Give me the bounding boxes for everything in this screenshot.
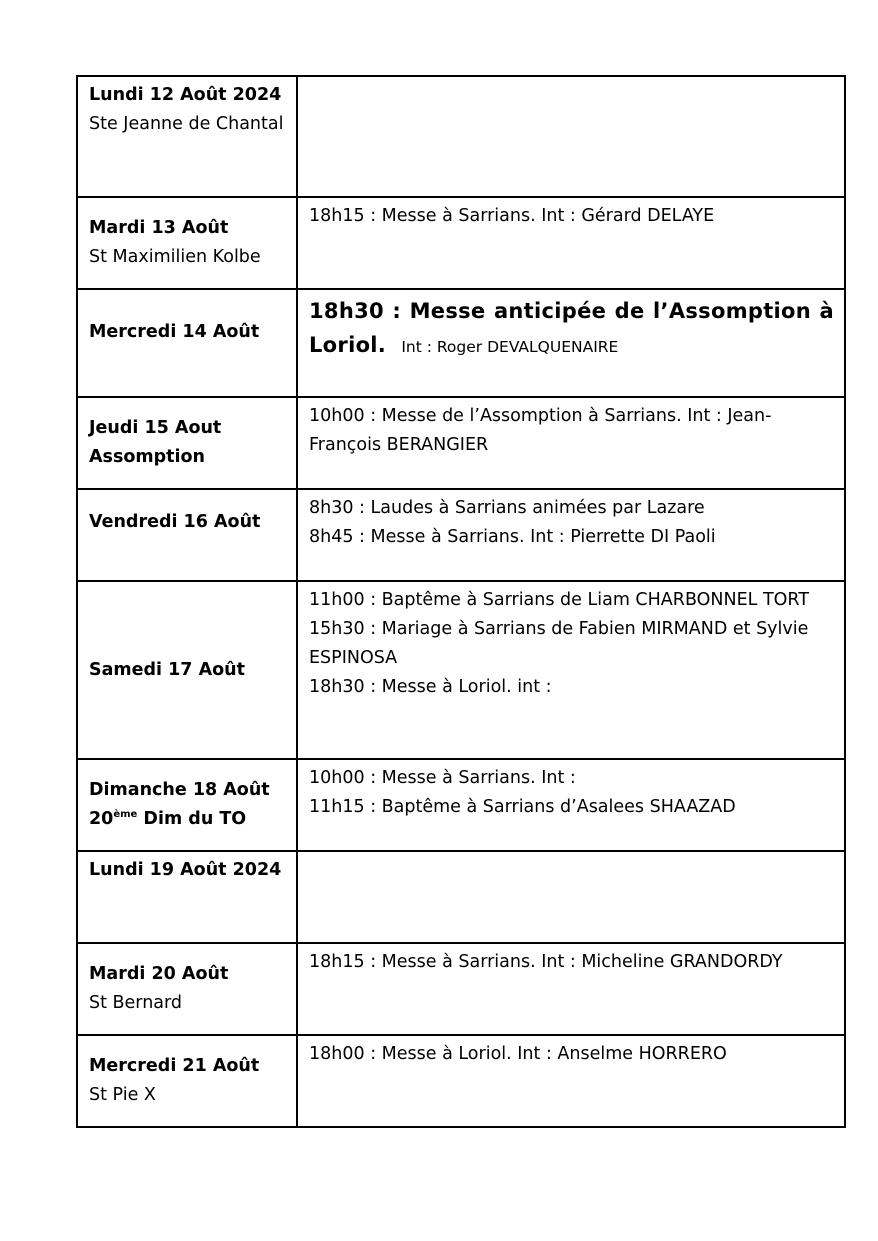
table-row bbox=[77, 397, 845, 489]
event-intention: Int : Roger DEVALQUENAIRE bbox=[401, 338, 619, 356]
day-cell bbox=[77, 1035, 297, 1127]
feast-ordinal-suffix: ème bbox=[113, 809, 138, 821]
table-row bbox=[77, 1035, 845, 1127]
day-cell bbox=[77, 581, 297, 759]
day-cell bbox=[77, 759, 297, 851]
saint-name: St Maximilien Kolbe bbox=[89, 247, 261, 267]
event-line: 18h15 : Messe à Sarrians. Int : Micheline GRANDORDY bbox=[309, 952, 783, 972]
day-cell bbox=[77, 489, 297, 581]
table-row bbox=[77, 197, 845, 289]
day-title: Vendredi 16 Août bbox=[89, 512, 261, 532]
saint-name: Ste Jeanne de Chantal bbox=[89, 114, 284, 134]
event-line: 18h30 : Messe à Loriol. int : bbox=[309, 677, 552, 697]
events-cell bbox=[297, 759, 845, 851]
events-cell bbox=[297, 581, 845, 759]
saint-name: St Bernard bbox=[89, 993, 183, 1013]
day-title: Lundi 19 Août 2024 bbox=[89, 860, 282, 880]
day-title: Dimanche 18 Août bbox=[89, 780, 270, 800]
schedule-table bbox=[76, 75, 846, 1128]
table-row bbox=[77, 76, 845, 197]
event-line: 18h15 : Messe à Sarrians. Int : Gérard DELAYE bbox=[309, 206, 715, 226]
table-row bbox=[77, 289, 845, 397]
day-title: Mercredi 21 Août bbox=[89, 1056, 260, 1076]
events-cell bbox=[297, 943, 845, 1035]
table-row bbox=[77, 759, 845, 851]
events-cell bbox=[297, 397, 845, 489]
event-line: 10h00 : Messe à Sarrians. Int : bbox=[309, 768, 576, 788]
feast-label: Dim du TO bbox=[137, 809, 247, 829]
event-line: 18h00 : Messe à Loriol. Int : Anselme HORRERO bbox=[309, 1044, 727, 1064]
day-title: Mercredi 14 Août bbox=[89, 321, 260, 342]
events-cell bbox=[297, 851, 845, 943]
events-cell bbox=[297, 1035, 845, 1127]
events-cell bbox=[297, 489, 845, 581]
events-cell bbox=[297, 289, 845, 397]
table-row bbox=[77, 943, 845, 1035]
event-text: 18h30 : Messe anticipée de l’Assomption à Loriol. bbox=[309, 299, 834, 357]
events-cell bbox=[297, 76, 845, 197]
event-line: 11h15 : Baptême à Sarrians d’Asalees SHAAZAD bbox=[309, 797, 736, 817]
day-title: Samedi 17 Août bbox=[89, 659, 245, 680]
event-line: 8h45 : Messe à Sarrians. Int : Pierrette DI Paoli bbox=[309, 527, 716, 547]
feast-name: Assomption bbox=[89, 447, 206, 467]
events-cell bbox=[297, 197, 845, 289]
day-cell bbox=[77, 289, 297, 397]
day-cell bbox=[77, 943, 297, 1035]
table-row bbox=[77, 851, 845, 943]
event-line-highlight bbox=[309, 294, 834, 364]
day-cell bbox=[77, 397, 297, 489]
day-cell bbox=[77, 76, 297, 197]
day-title: Lundi 12 Août 2024 bbox=[89, 85, 282, 105]
day-title: Mardi 13 Août bbox=[89, 218, 229, 238]
table-row bbox=[77, 581, 845, 759]
event-line: 11h00 : Baptême à Sarrians de Liam CHARBONNEL TORT bbox=[309, 590, 810, 610]
event-line: 8h30 : Laudes à Sarrians animées par Lazare bbox=[309, 498, 705, 518]
day-title: Jeudi 15 Aout bbox=[89, 418, 222, 438]
feast-name bbox=[89, 805, 286, 834]
event-line: 10h00 : Messe de l’Assomption à Sarrians. Int : Jean-François BERANGIER bbox=[309, 406, 772, 455]
feast-ordinal: 20 bbox=[89, 809, 114, 829]
event-line: 15h30 : Mariage à Sarrians de Fabien MIRMAND et Sylvie ESPINOSA bbox=[309, 619, 809, 668]
day-cell bbox=[77, 197, 297, 289]
day-cell bbox=[77, 851, 297, 943]
saint-name: St Pie X bbox=[89, 1085, 156, 1105]
table-row bbox=[77, 489, 845, 581]
day-title: Mardi 20 Août bbox=[89, 964, 229, 984]
